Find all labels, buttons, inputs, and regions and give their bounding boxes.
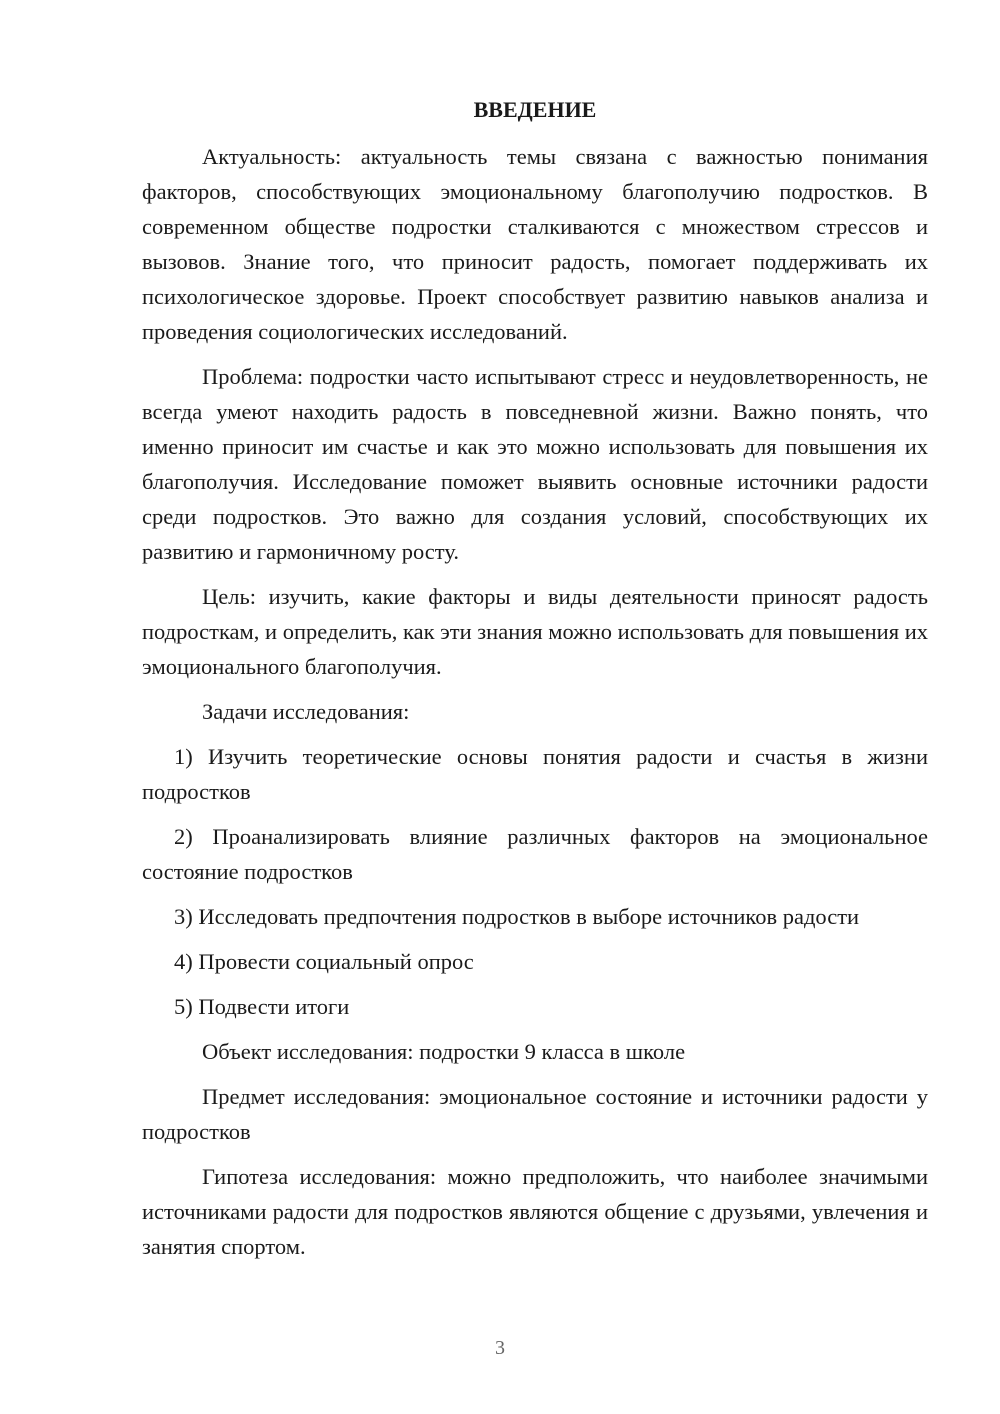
task-item: 2) Проанализировать влияние различных факторов на эмоциональное состояние подростков [142,824,928,884]
task-item: 5) Подвести итоги [174,994,350,1019]
section-title: ВВЕДЕНИЕ [473,97,597,122]
paragraph-goal: Цель: изучить, какие факторы и виды деятельности приносят радость подросткам, и определить, как эти знания можно использовать для повышения их эмоционального благополучия. [142,584,928,679]
paragraph-hypothesis: Гипотеза исследования: можно предположить, что наиболее значимыми источниками радости для подростков являются общение с друзьями, увлечения и занятия спортом. [142,1164,928,1259]
paragraph-problem: Проблема: подростки часто испытывают стресс и неудовлетворенность, не всегда умеют находить радость в повседневной жизни. Важно понять, что именно приносит им счастье и как это можно использовать для повышения их благополучия. Исследование поможет выявить основные источники радости среди подростков. Это важно для создания условий, способствующих их развитию и гармоничному росту. [142,364,928,564]
task-item: 1) Изучить теоретические основы понятия радости и счастья в жизни подростков [142,744,928,804]
task-item: 3) Исследовать предпочтения подростков в выборе источников радости [174,904,860,929]
paragraph-relevance: Актуальность: актуальность темы связана с важностью понимания факторов, способствующих эмоциональному благополучию подростков. В современном обществе подростки сталкиваются с множеством стрессов и вызовов. Знание того, что приносит радость, помогает поддерживать их психологическое здоровье. Проект способствует развитию навыков анализа и проведения социологических исследований. [142,144,928,344]
page-content [142,94,928,1274]
tasks-heading: Задачи исследования: [202,699,410,724]
paragraph-subject: Предмет исследования: эмоциональное состояние и источники радости у подростков [142,1084,928,1144]
page-number: 3 [495,1337,505,1359]
task-item: 4) Провести социальный опрос [174,949,474,974]
paragraph-object: Объект исследования: подростки 9 класса в школе [202,1039,686,1064]
